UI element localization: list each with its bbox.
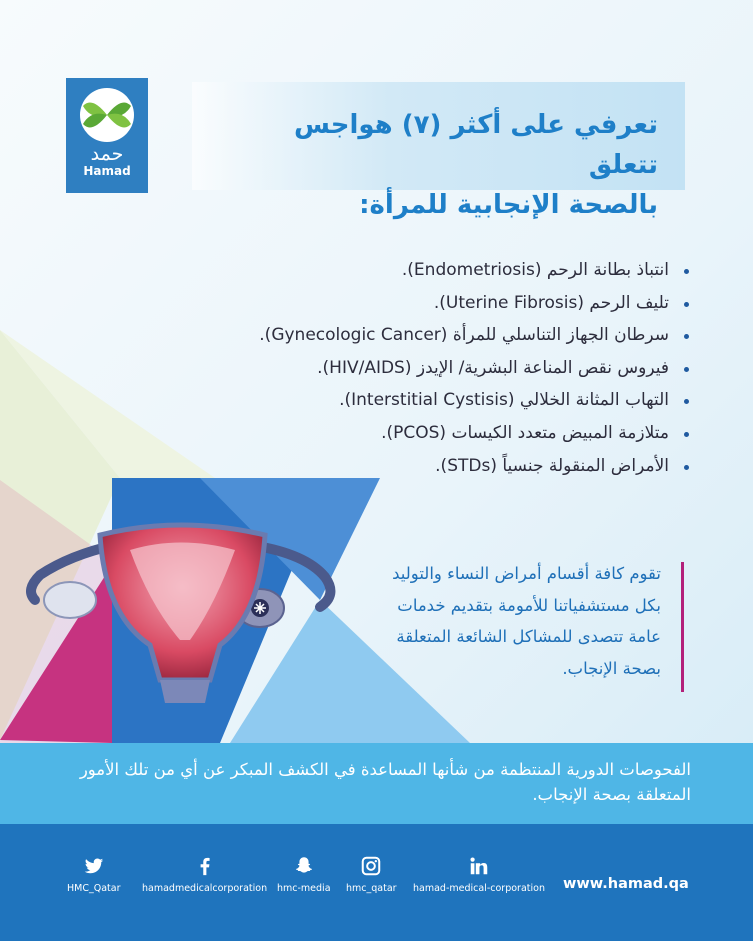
services-paragraph: تقوم كافة أقسام أمراض النساء والتوليد بكل مستشفياتنا للأمومة بتقديم خدمات عامة تتصدى للمشاكل الشائعة المتعلقة بصحة الإنجاب. bbox=[392, 564, 661, 678]
website-link[interactable]: www.hamad.qa bbox=[563, 876, 689, 892]
logo-arabic-text: حمد bbox=[90, 143, 124, 165]
list-item: انتباذ بطانة الرحم (Endometriosis). bbox=[211, 254, 691, 287]
list-item: التهاب المثانة الخلالي (Interstitial Cystisis). bbox=[211, 384, 691, 417]
list-item: تليف الرحم (Uterine Fibrosis). bbox=[211, 287, 691, 320]
hamad-logo bbox=[66, 78, 148, 193]
uterus-illustration bbox=[20, 505, 350, 705]
list-item: فيروس نقص المناعة البشرية/ الإيدز (HIV/AIDS). bbox=[211, 352, 691, 385]
title-line-2: بالصحة الإنجابية للمرأة: bbox=[359, 190, 658, 220]
social-linkedin[interactable] bbox=[413, 855, 545, 895]
facebook-handle: hamadmedicalcorporation bbox=[142, 883, 268, 894]
snapchat-icon bbox=[293, 855, 315, 877]
concerns-list bbox=[211, 254, 691, 482]
title-line-1: تعرفي على أكثر (٧) هواجس تتعلق bbox=[293, 110, 658, 180]
instagram-icon bbox=[360, 855, 382, 877]
linkedin-icon bbox=[468, 855, 490, 877]
linkedin-handle: hamad-medical-corporation bbox=[413, 883, 545, 894]
checkup-note: الفحوصات الدورية المنتظمة من شأنها المساعدة في الكشف المبكر عن أي من تلك الأمور المتعلقة بصحة الإنجاب. bbox=[79, 760, 691, 804]
social-snapchat[interactable] bbox=[277, 855, 331, 895]
leaf-logo-icon bbox=[77, 86, 137, 144]
list-item: متلازمة المبيض متعدد الكيسات (PCOS). bbox=[211, 417, 691, 450]
social-instagram[interactable] bbox=[346, 855, 397, 895]
list-item: الأمراض المنقولة جنسياً (STDs). bbox=[211, 450, 691, 483]
facebook-icon bbox=[194, 855, 216, 877]
twitter-icon bbox=[83, 855, 105, 877]
snapchat-handle: hmc-media bbox=[277, 883, 331, 894]
twitter-handle: HMC_Qatar bbox=[67, 883, 121, 894]
social-facebook[interactable] bbox=[142, 855, 267, 895]
instagram-handle: hmc_qatar bbox=[346, 883, 397, 894]
list-item: سرطان الجهاز التناسلي للمرأة (Gynecologic Cancer). bbox=[211, 319, 691, 352]
social-twitter[interactable] bbox=[67, 855, 120, 895]
page-title bbox=[238, 105, 658, 225]
accent-divider bbox=[681, 562, 684, 692]
logo-english-text: Hamad bbox=[83, 164, 131, 178]
